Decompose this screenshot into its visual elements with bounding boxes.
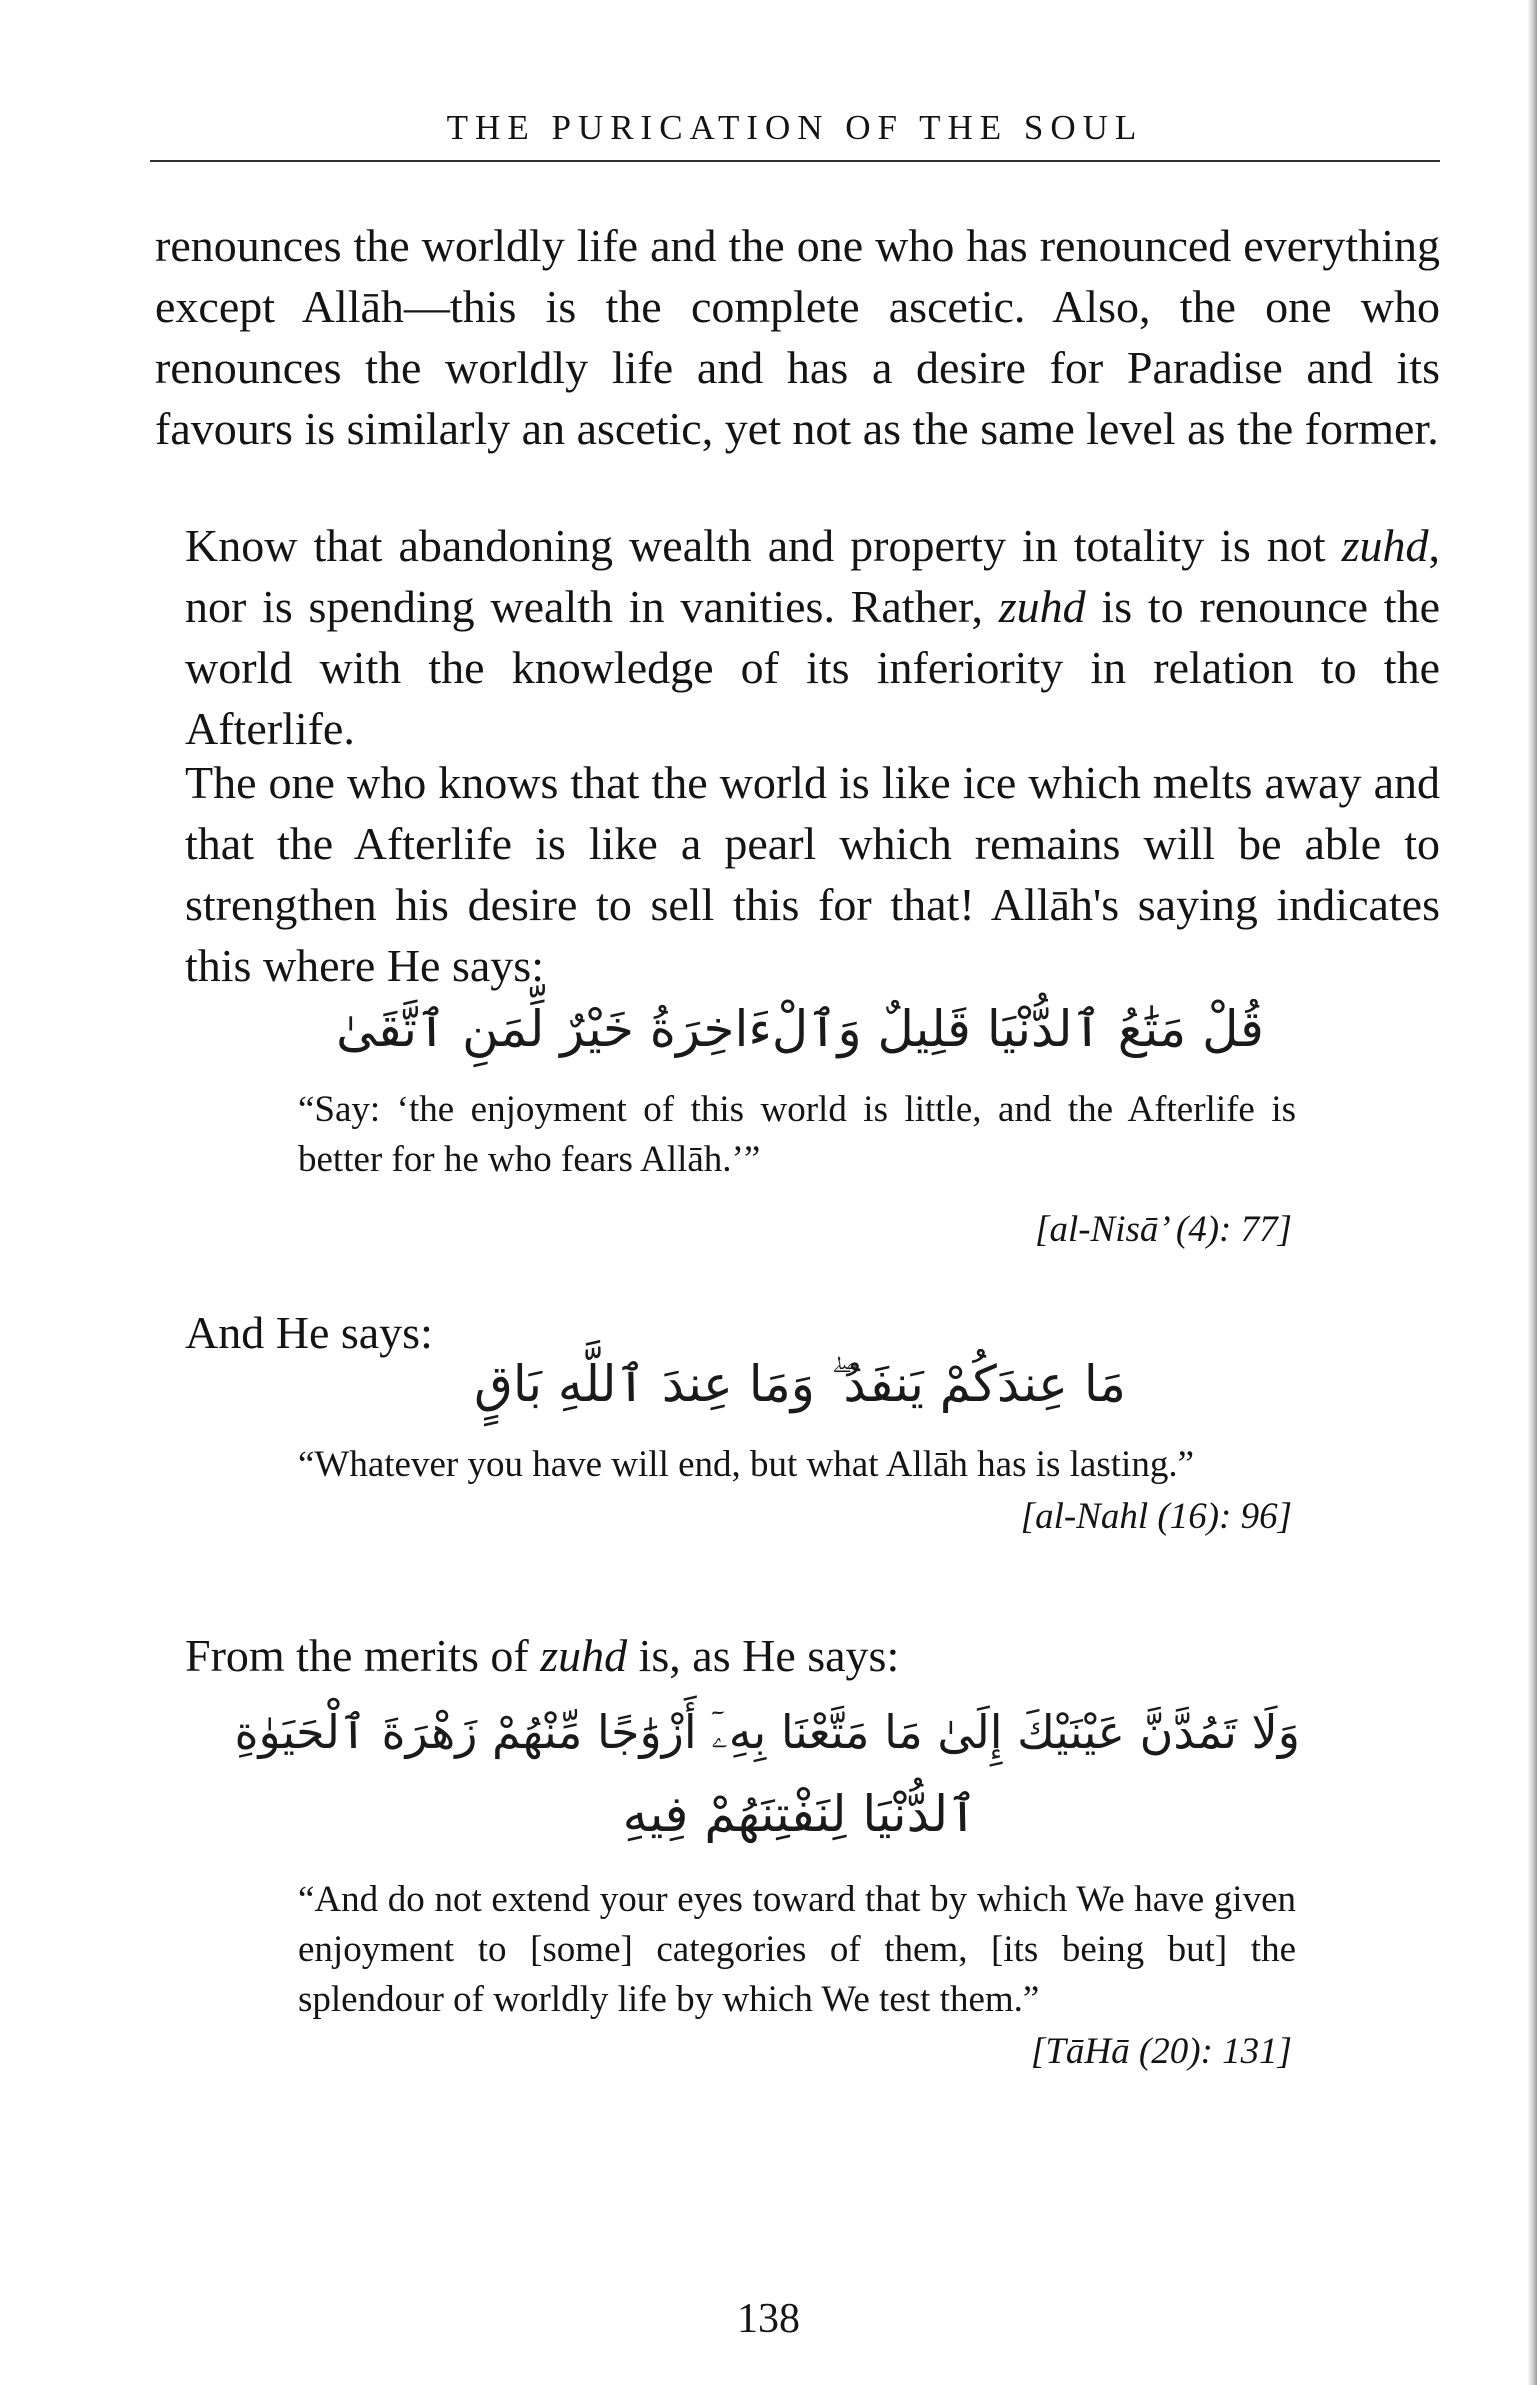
- paragraph-2-text-c: is to renounce the world with the knowledge of its inferiority in relation to the Afterlife.: [185, 581, 1440, 754]
- paragraph-1: renounces the worldly life and the one who has renounced everything except Allāh—this is the complete ascetic. Also, the one who renounces the worldly life and has a desire for Paradise and its favours is similarly an ascetic, yet not as the same level as the former.: [155, 220, 1440, 454]
- citation-source: al-Nisā’: [1049, 1209, 1167, 1250]
- term-zuhd: zuhd: [998, 581, 1086, 632]
- lead-in-3-text-b: is, as He says:: [627, 1630, 900, 1681]
- verse-1-translation: “Say: ‘the enjoyment of this world is little, and the Afterlife is better for he who fears Allāh.’”: [298, 1089, 1296, 1180]
- term-zuhd: zuhd: [540, 1630, 628, 1681]
- citation-source: TāHā: [1045, 2031, 1130, 2072]
- arabic-verse-3-line-2: ٱلدُّنْيَا لِنَفْتِنَهُمْ فِيهِ: [622, 1785, 978, 1843]
- paragraph-2-text-a: Know that abandoning wealth and property in totality is not: [185, 520, 1342, 571]
- citation-ref: (4): 77]: [1166, 1209, 1292, 1250]
- arabic-verse-3-line-1: وَلَا تَمُدَّنَّ عَيْنَيْكَ إِلَىٰ مَا مَتَّعْنَا بِهِۦٓ أَزْوَٰجًا مِّنْهُمْ زَهْرَةَ ٱلْحَيَوٰةِ: [234, 1705, 1300, 1759]
- paragraph-2: [185, 515, 1440, 759]
- lead-in-2: And He says:: [185, 1307, 433, 1358]
- verse-3-citation: [TāHā (20): 131]: [1030, 2031, 1292, 2072]
- verse-2-citation: [al-Nahl (16): 96]: [1020, 1496, 1292, 1537]
- running-head: THE PURICATION OF THE SOUL: [446, 108, 1144, 147]
- verse-3-translation: “And do not extend your eyes toward that by which We have given enjoyment to [some] categories of them, [its being but] the splendour of worldly life by which We test them.”: [298, 1879, 1296, 2020]
- term-zuhd: zuhd: [1341, 520, 1429, 571]
- paragraph-3: The one who knows that the world is like ice which melts away and that the Afterlife is like a pearl which remains will be able to strengthen his desire to sell this for that! Allāh's saying indicates this where He says:: [185, 757, 1440, 991]
- header-rule: [150, 160, 1440, 162]
- verse-1-citation: [al-Nisā’ (4): 77]: [1035, 1209, 1292, 1250]
- arabic-verse-2: مَا عِندَكُمْ يَنفَدُ ۖ وَمَا عِندَ ٱللَّهِ بَاقٍ: [474, 1355, 1126, 1413]
- lead-in-3: [185, 1625, 899, 1686]
- page-number: 138: [737, 2296, 800, 2342]
- lead-in-3-text-a: From the merits of: [185, 1630, 541, 1681]
- verse-2-translation: “Whatever you have will end, but what Allāh has is lasting.”: [298, 1444, 1194, 1485]
- arabic-verse-1: قُلْ مَتَٰعُ ٱلدُّنْيَا قَلِيلٌ وَٱلْءَاخِرَةُ خَيْرٌ لِّمَنِ ٱتَّقَىٰ: [336, 1000, 1264, 1058]
- citation-source: al-Nahl: [1035, 1496, 1149, 1537]
- citation-ref: (20): 131]: [1129, 2031, 1292, 2072]
- citation-ref: (16): 96]: [1148, 1496, 1292, 1537]
- paragraph-2-text-b: , nor is spending wealth in vanities. Rather,: [185, 520, 1440, 632]
- page-edge-shadow: [1527, 0, 1537, 2385]
